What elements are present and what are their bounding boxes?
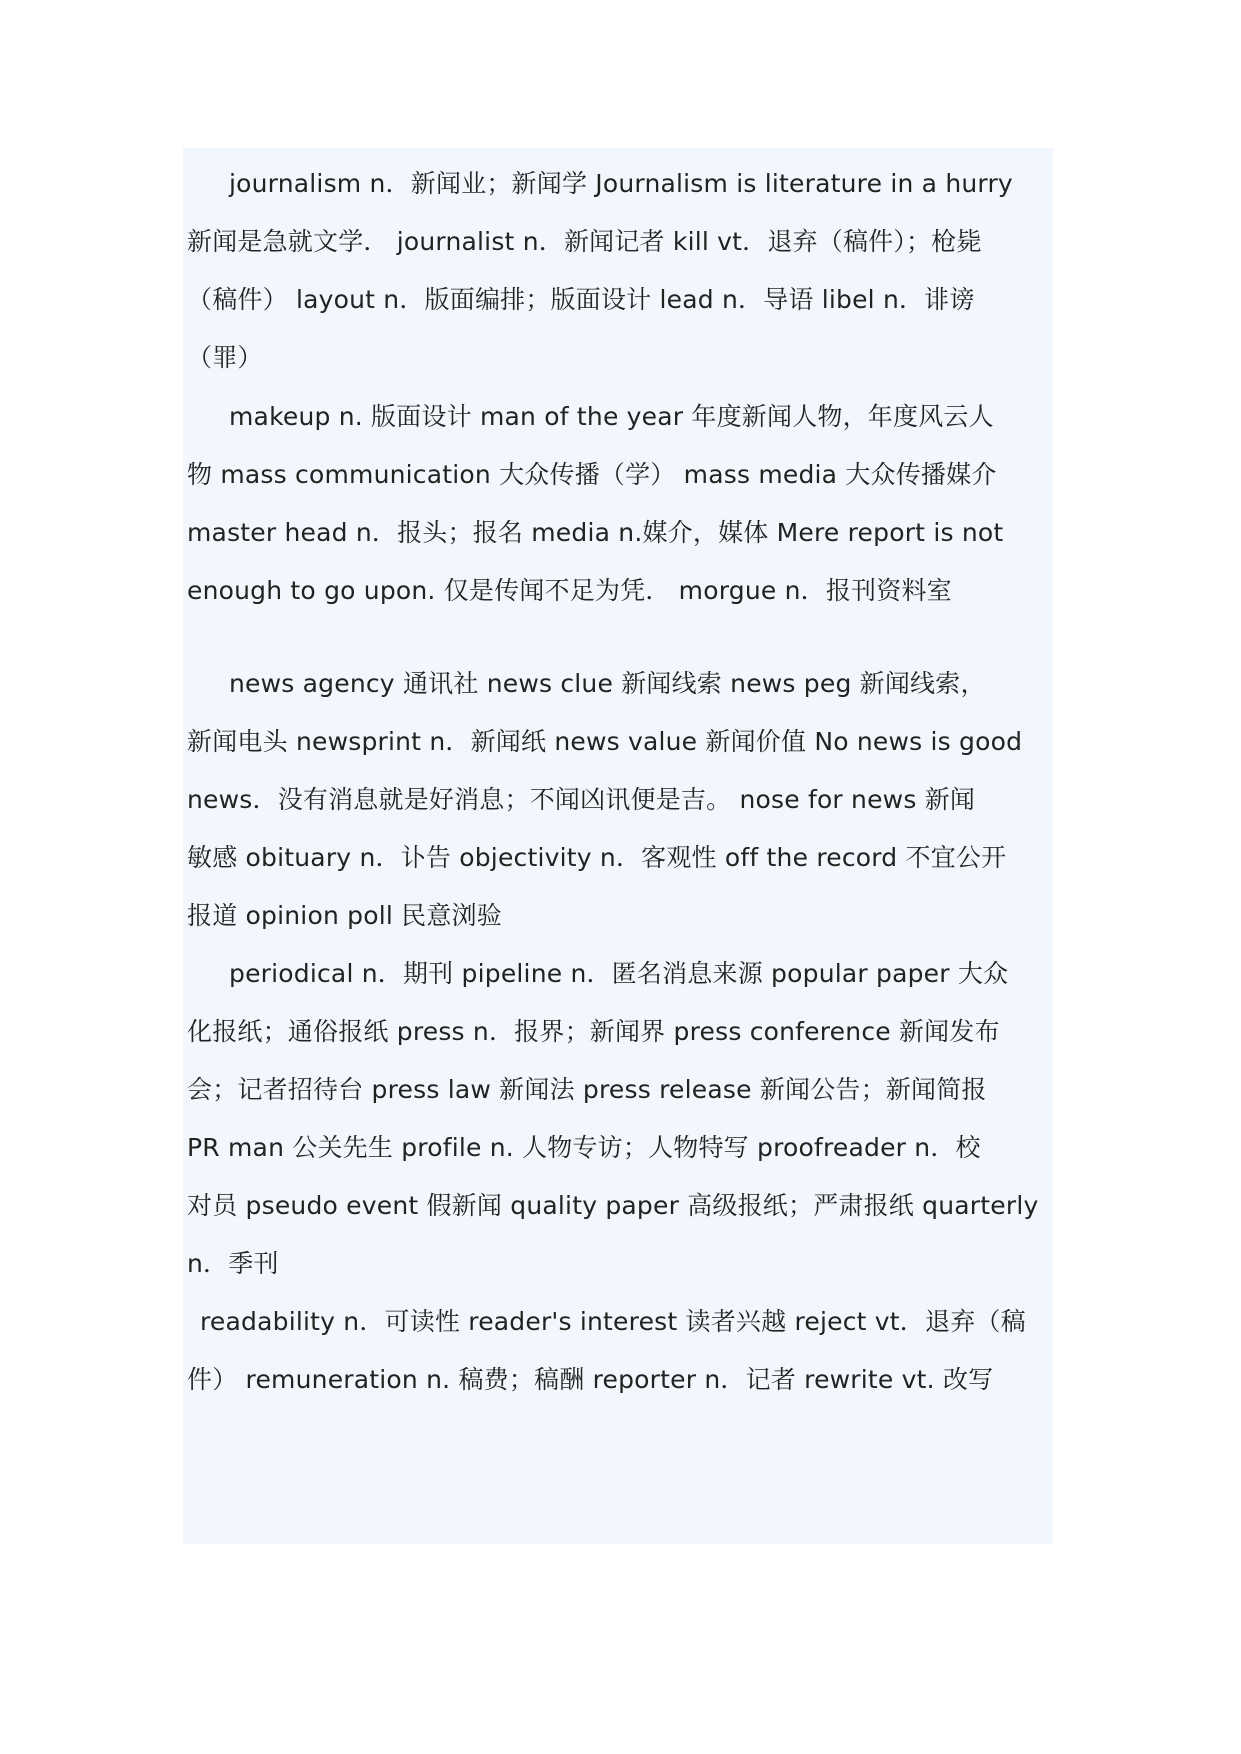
paragraph-3-line-1: news agency 通讯社 news clue 新闻线索 news peg 新闻线索， <box>229 669 986 698</box>
paragraph-5-line-2: 件） remuneration n. 稿费；稿酬 reporter n．记者 rewrite vt. 改写 <box>187 1365 994 1394</box>
paragraph-4-line-1: periodical n．期刊 pipeline n．匿名消息来源 popular paper 大众 <box>229 959 1009 988</box>
paragraph-2-line-4: enough to go upon. 仅是传闻不足为凭． morgue n．报刊资料室 <box>187 576 952 605</box>
paragraph-1-line-3: （稿件） layout n．版面编排；版面设计 lead n．导语 libel n．诽谤 <box>187 285 975 314</box>
paragraph-3-line-2: 新闻电头 newsprint n．新闻纸 news value 新闻价值 No news is good <box>187 727 1023 756</box>
paragraph-4-line-6: n．季刊 <box>187 1249 279 1278</box>
paragraph-3-line-3: news．没有消息就是好消息；不闻凶讯便是吉。 nose for news 新闻 <box>187 785 976 814</box>
paragraph-2-line-1: makeup n. 版面设计 man of the year 年度新闻人物，年度风云人 <box>229 402 994 431</box>
paragraph-4-line-4: PR man 公关先生 profile n. 人物专访；人物特写 proofreader n．校 <box>187 1133 981 1162</box>
paragraph-3-line-5: 报道 opinion poll 民意浏验 <box>187 901 502 930</box>
paragraph-5-line-1: readability n．可读性 reader's interest 读者兴越 reject vt．退弃（稿 <box>200 1307 1026 1336</box>
paragraph-3-line-4: 敏感 obituary n．讣告 objectivity n．客观性 off the record 不宜公开 <box>187 843 1007 872</box>
paragraph-4-line-5: 对员 pseudo event 假新闻 quality paper 高级报纸；严肃报纸 quarterly <box>187 1191 1039 1220</box>
paragraph-1-line-1: journalism n．新闻业；新闻学 Journalism is literature in a hurry <box>229 169 1013 198</box>
paragraph-4-line-2: 化报纸；通俗报纸 press n．报界；新闻界 press conference 新闻发布 <box>187 1017 1000 1046</box>
paragraph-2-line-2: 物 mass communication 大众传播（学） mass media 大众传播媒介 <box>187 460 997 489</box>
paragraph-1-line-4: （罪） <box>187 343 263 372</box>
paragraph-1-line-2: 新闻是急就文学． journalist n．新闻记者 kill vt．退弃（稿件）；枪毙 <box>187 227 982 256</box>
paragraph-2-line-3: master head n．报头；报名 media n.媒介，媒体 Mere report is not <box>187 518 1004 547</box>
paragraph-4-line-3: 会；记者招待台 press law 新闻法 press release 新闻公告；新闻简报 <box>187 1075 987 1104</box>
